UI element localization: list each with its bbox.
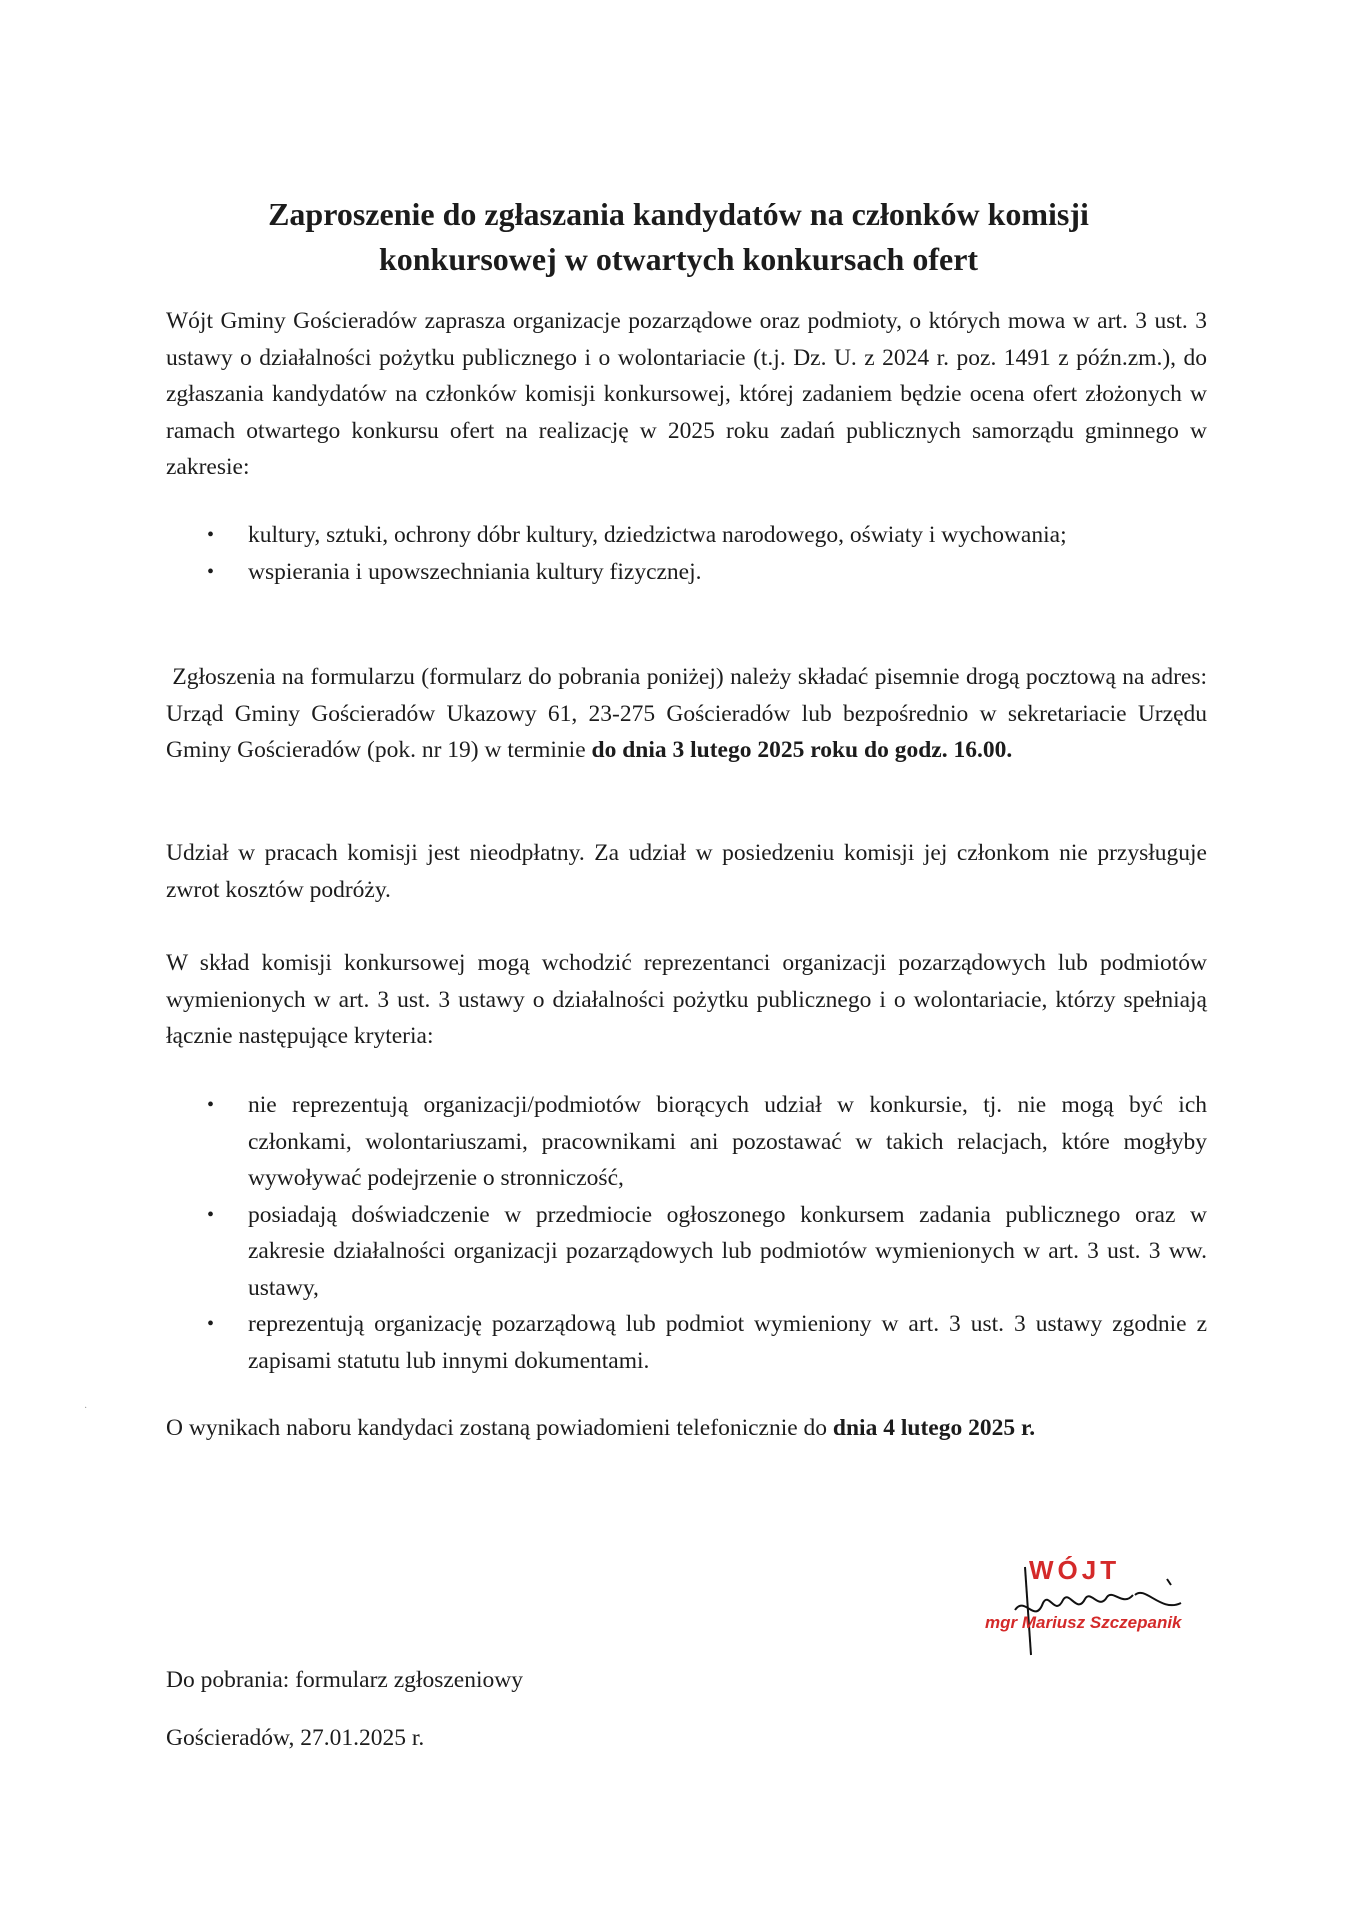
download-text: Do pobrania: formularz zgłoszeniowy (166, 1667, 523, 1693)
title-line-1: Zaproszenie do zgłaszania kandydatów na członków komisji (268, 196, 1089, 232)
place-date-line (166, 1720, 1207, 1757)
list-item: • posiadają doświadczenie w przedmiocie ogłoszonego konkursem zadania publicznego oraz w zakresie działalności organizacji pozarządowych lub podmiotów wymienionych w art. 3 ust. 3 ww. ustawy, (166, 1197, 1207, 1307)
title-line-2: konkursowej w otwartych konkursach ofert (378, 241, 979, 277)
unpaid-text: Udział w pracach komisji jest nieodpłatny. Za udział w posiedzeniu komisji jej członkom nie przysługuje zwrot kosztów podróży. (166, 840, 1207, 903)
list-item: • wspierania i upowszechniania kultury fizycznej. (166, 554, 1207, 591)
place-date: Gościeradów, 27.01.2025 r. (166, 1725, 425, 1751)
submission-deadline: do dnia 3 lutego 2025 roku do godz. 16.00. (591, 737, 1013, 763)
criteria-list (166, 1087, 1207, 1379)
results-date: dnia 4 lutego 2025 r. (832, 1415, 1036, 1441)
scope-list (166, 517, 1207, 590)
list-item: • reprezentują organizację pozarządową lub podmiot wymieniony w art. 3 ust. 3 ustawy zgodnie z zapisami statutu lub innymi dokumentami. (166, 1306, 1207, 1379)
results-text: O wynikach naboru kandydaci zostaną powiadomieni telefonicznie do (166, 1415, 833, 1441)
list-item: • kultury, sztuki, ochrony dóbr kultury, dziedzictwa narodowego, oświaty i wychowania; (166, 517, 1207, 554)
results-paragraph (166, 1410, 1207, 1447)
submission-text: Zgłoszenia na formularzu (formularz do pobrania poniżej) należy składać pisemnie drogą pocztową na adres: Urząd Gminy Gościeradów Ukazowy 61, 23-275 Gościeradów lub bezpośrednio w sekretariacie Urzędu Gminy Gościeradów (pok. nr 19) w terminie (166, 664, 1207, 763)
submission-paragraph (166, 659, 1207, 769)
scan-speck: · (84, 1403, 88, 1414)
download-line (166, 1662, 1207, 1699)
intro-paragraph (166, 303, 1207, 486)
page-title (150, 192, 1207, 282)
composition-paragraph (166, 945, 1207, 1055)
signature-title: WÓJT (1029, 1555, 1121, 1585)
signature-stamp (985, 1555, 1205, 1665)
list-item: • nie reprezentują organizacji/podmiotów biorących udział w konkursie, tj. nie mogą być ich członkami, wolontariuszami, pracownikami ani pozostawać w takich relacjach, które mogłyby wywoływać podejrzenie o stronniczość, (166, 1087, 1207, 1197)
composition-text: W skład komisji konkursowej mogą wchodzić reprezentanci organizacji pozarządowych lub podmiotów wymienionych w art. 3 ust. 3 ustawy o działalności pożytku publicznego i o wolontariacie, którzy spełniają łącznie następujące kryteria: (166, 950, 1207, 1049)
signature-name: mgr Mariusz Szczepanik (985, 1613, 1182, 1632)
unpaid-paragraph (166, 835, 1207, 908)
intro-text: Wójt Gminy Gościeradów zaprasza organizacje pozarządowe oraz podmioty, o których mowa w art. 3 ust. 3 ustawy o działalności pożytku publicznego i o wolontariacie (t.j. Dz. U. z 2024 r. poz. 1491 z późn.zm.), do zgłaszania kandydatów na członków komisji konkursowej, której zadaniem będzie ocena ofert złożonych w ramach otwartego konkursu ofert na realizację w 2025 roku zadań publicznych samorządu gminnego w zakresie: (166, 308, 1207, 480)
